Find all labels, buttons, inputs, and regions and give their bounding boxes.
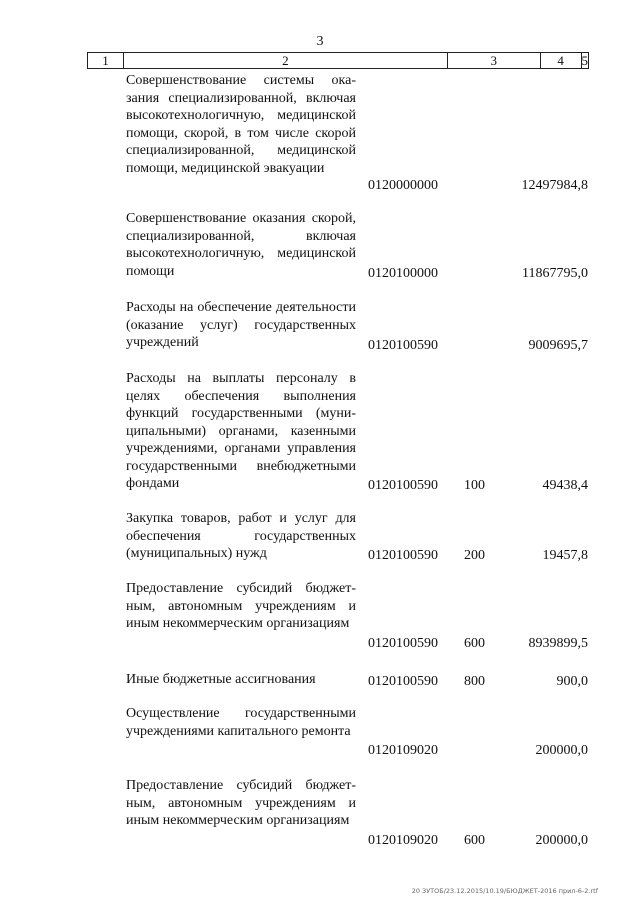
row-description: Расходы на обеспечение деятельности (оказание услуг) государственных учреждений — [126, 300, 356, 350]
header-col-4: 4 — [541, 53, 582, 68]
header-col-5: 5 — [581, 53, 588, 68]
page-number: 3 — [316, 34, 324, 49]
row-kind: 200 — [464, 547, 485, 563]
row-amount: 900,0 — [556, 673, 588, 689]
table-row — [0, 580, 640, 652]
header-col-1: 1 — [88, 53, 124, 68]
row-description: Закупка товаров, работ и услуг для обеспечения государственных (муниципальных) нужд — [126, 511, 356, 561]
row-code: 0120100590 — [368, 337, 438, 353]
header-col-3: 3 — [448, 53, 541, 68]
row-code: 0120100590 — [368, 547, 438, 563]
header-col-2: 2 — [124, 53, 448, 68]
row-amount: 200000,0 — [535, 832, 588, 848]
table-row — [0, 510, 640, 564]
table-row — [0, 705, 640, 759]
row-description: Иные бюджетные ассигнования — [126, 672, 316, 687]
row-amount: 9009695,7 — [528, 337, 588, 353]
row-kind: 800 — [464, 673, 485, 689]
row-kind: 100 — [464, 477, 485, 493]
row-amount: 11867795,0 — [522, 265, 588, 281]
row-description: Совершенствование оказания скорой, специализированной, включая высокотехнологичную, медицинской помощи — [126, 211, 356, 279]
table-row — [0, 777, 640, 849]
table-row — [0, 210, 640, 282]
row-description: Совершенствование системы оказания специализированной, включая высокотехнологичную, медицинской помощи, скорой, в том числе скорой специализированной, медицинской помощи, медицинской эвакуации — [126, 73, 356, 176]
row-code: 0120109020 — [368, 742, 438, 758]
row-kind: 600 — [464, 635, 485, 651]
row-code: 0120100590 — [368, 477, 438, 493]
row-description: Предоставление субсидий бюджетным, автономным учреждениям и иным некоммерческим организациям — [126, 778, 356, 828]
row-amount: 12497984,8 — [521, 177, 588, 193]
row-code: 0120000000 — [368, 177, 438, 193]
row-kind: 600 — [464, 832, 485, 848]
row-amount: 200000,0 — [535, 742, 588, 758]
table-header — [87, 52, 589, 69]
row-description: Расходы на выплаты персоналу в целях обеспечения выполнения функций государственными (муниципальными) органами, казенными учреждениями, органами управления государственными внебюджетными фондами — [126, 371, 356, 491]
row-code: 0120100590 — [368, 635, 438, 651]
row-description: Осуществление государственными учреждениями капитального ремонта — [126, 706, 356, 739]
table-row — [0, 72, 640, 194]
row-code: 0120109020 — [368, 832, 438, 848]
row-amount: 19457,8 — [542, 547, 588, 563]
table-row — [0, 299, 640, 354]
row-amount: 49438,4 — [542, 477, 588, 493]
row-amount: 8939899,5 — [528, 635, 588, 651]
table-row — [0, 370, 640, 494]
document-footer: 20 ЗУТОБ/23.12.2015/10.19/БЮДЖЕТ-2016 прил-6-2.rtf — [411, 887, 598, 895]
row-code: 0120100590 — [368, 673, 438, 689]
row-code: 0120100000 — [368, 265, 438, 281]
table-row — [0, 670, 640, 690]
row-description: Предоставление субсидий бюджетным, автономным учреждениям и иным некоммерческим организациям — [126, 581, 356, 631]
